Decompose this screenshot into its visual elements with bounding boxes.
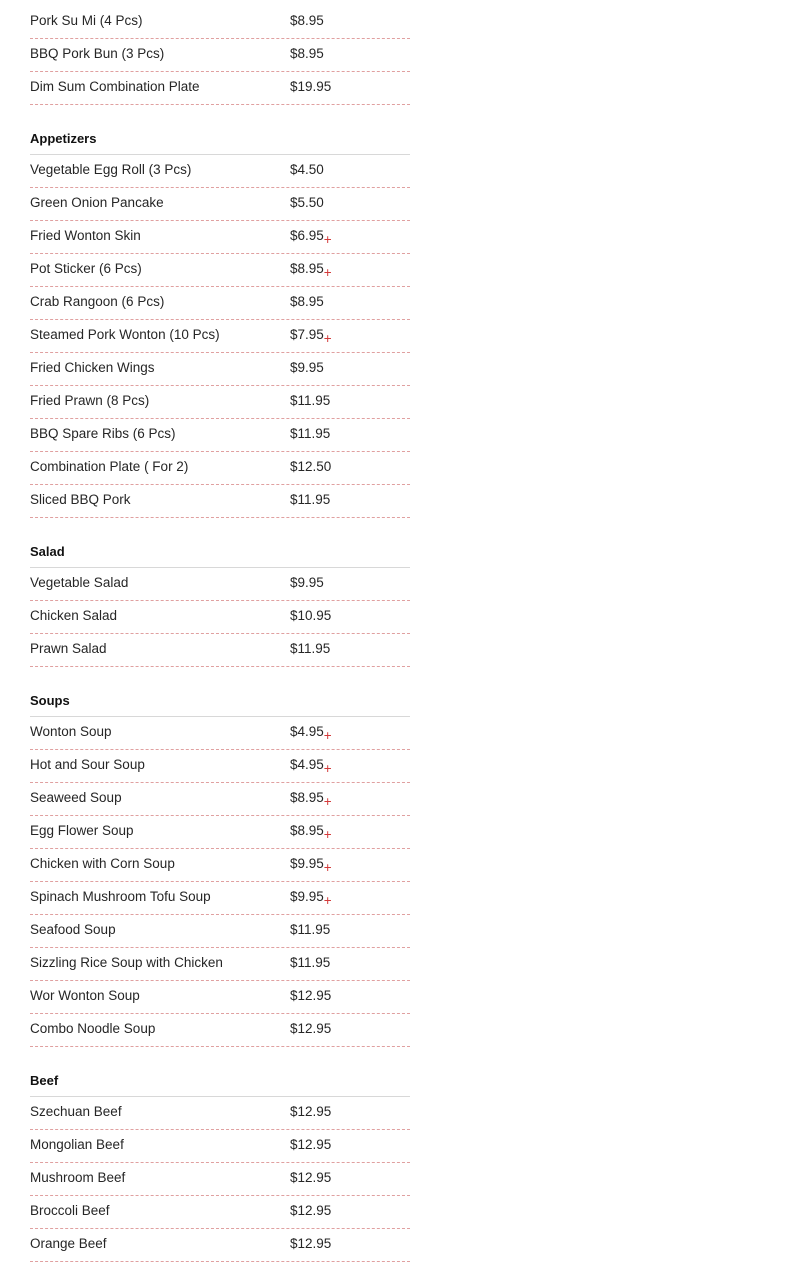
menu-item-name: Hot and Sour Soup [30, 757, 145, 772]
menu-item-row[interactable] [30, 386, 410, 419]
menu-item-row[interactable] [30, 1097, 410, 1130]
menu-item-name: Green Onion Pancake [30, 195, 164, 210]
menu-section [30, 518, 410, 667]
menu-item-name: Fried Chicken Wings [30, 360, 155, 375]
menu-item-price: $12.95 [290, 1104, 332, 1119]
menu-item-name: Mongolian Beef [30, 1137, 124, 1152]
menu-sections [30, 6, 410, 1262]
menu-item-name: Prawn Salad [30, 641, 107, 656]
menu-item-row[interactable] [30, 981, 410, 1014]
menu-item-name: BBQ Spare Ribs (6 Pcs) [30, 426, 176, 441]
menu-item-price-cell [290, 1163, 410, 1185]
menu-item-name: Szechuan Beef [30, 1104, 122, 1119]
menu-item-name: Combo Noodle Soup [30, 1021, 156, 1036]
menu-item-name: Spinach Mushroom Tofu Soup [30, 889, 211, 904]
menu-item-name: Broccoli Beef [30, 1203, 110, 1218]
price-plus-marker: + [323, 728, 332, 743]
menu-item-price: $9.95 [290, 889, 324, 904]
price-plus-marker: + [323, 232, 332, 247]
price-plus-marker: + [323, 893, 332, 908]
menu-item-row[interactable] [30, 485, 410, 518]
menu-item-name: Dim Sum Combination Plate [30, 79, 200, 94]
menu-item-name: Chicken with Corn Soup [30, 856, 175, 871]
section-spacer [30, 518, 410, 530]
menu-item-price: $8.95 [290, 46, 324, 61]
menu-item-price: $9.95 [290, 575, 324, 590]
menu-item-row[interactable] [30, 188, 410, 221]
section-spacer [30, 1047, 410, 1059]
menu-item-price-cell [290, 1097, 410, 1119]
menu-item-price-cell [290, 1130, 410, 1152]
menu-section [30, 105, 410, 518]
menu-item-name: Steamed Pork Wonton (10 Pcs) [30, 327, 220, 342]
menu-item-price: $12.95 [290, 1021, 332, 1036]
menu-item-price-cell [290, 386, 410, 408]
price-plus-marker: + [323, 794, 332, 809]
menu-item-price: $8.95 [290, 790, 324, 805]
section-heading: Appetizers [30, 117, 410, 155]
menu-item-row[interactable] [30, 750, 410, 783]
menu-item-name: Combination Plate ( For 2) [30, 459, 189, 474]
menu-item-price-cell [290, 816, 410, 842]
menu-item-price-cell [290, 485, 410, 507]
section-heading: Soups [30, 679, 410, 717]
menu-item-price: $12.95 [290, 1137, 332, 1152]
menu-item-row[interactable] [30, 452, 410, 485]
menu-item-price: $12.95 [290, 1203, 332, 1218]
menu-item-row[interactable] [30, 6, 410, 39]
menu-item-row[interactable] [30, 39, 410, 72]
menu-item-name: Vegetable Salad [30, 575, 129, 590]
menu-item-price: $11.95 [290, 492, 331, 507]
menu-item-price-cell [290, 981, 410, 1003]
menu-item-price: $9.95 [290, 856, 324, 871]
menu-item-price-cell [290, 452, 410, 474]
menu-item-row[interactable] [30, 1130, 410, 1163]
menu-item-row[interactable] [30, 1229, 410, 1262]
menu-item-price: $4.95 [290, 757, 324, 772]
menu-item-price-cell [290, 1229, 410, 1251]
menu-item-price-cell [290, 353, 410, 375]
menu-item-price: $11.95 [290, 641, 331, 656]
menu-item-row[interactable] [30, 353, 410, 386]
menu-item-price: $6.95 [290, 228, 324, 243]
menu-item-price-cell [290, 634, 410, 656]
menu-item-row[interactable] [30, 254, 410, 287]
menu-item-price: $4.95 [290, 724, 324, 739]
menu-item-price: $8.95 [290, 13, 324, 28]
menu-item-price: $11.95 [290, 426, 331, 441]
price-plus-marker: + [323, 265, 332, 280]
menu-item-price: $11.95 [290, 922, 331, 937]
menu-item-price-cell [290, 568, 410, 590]
menu-item-row[interactable] [30, 948, 410, 981]
menu-item-price-cell [290, 39, 410, 61]
menu-item-price-cell [290, 188, 410, 210]
menu-item-row[interactable] [30, 419, 410, 452]
menu-item-price: $19.95 [290, 79, 332, 94]
menu-item-price-cell [290, 419, 410, 441]
menu-item-row[interactable] [30, 72, 410, 105]
section-heading: Salad [30, 530, 410, 568]
menu-item-row[interactable] [30, 634, 410, 667]
menu-item-name: Pot Sticker (6 Pcs) [30, 261, 142, 276]
price-plus-marker: + [323, 761, 332, 776]
menu-item-price-cell [290, 287, 410, 309]
menu-item-row[interactable] [30, 1014, 410, 1047]
menu-item-row[interactable] [30, 287, 410, 320]
price-plus-marker: + [323, 331, 332, 346]
menu-item-name: Fried Wonton Skin [30, 228, 141, 243]
menu-item-price-cell [290, 948, 410, 970]
menu-item-price: $8.95 [290, 294, 324, 309]
menu-item-price: $12.95 [290, 988, 332, 1003]
menu-item-row[interactable] [30, 568, 410, 601]
section-spacer [30, 667, 410, 679]
menu-item-price-cell [290, 320, 410, 346]
menu-item-price: $12.95 [290, 1236, 332, 1251]
menu-item-name: Orange Beef [30, 1236, 107, 1251]
menu-item-price: $8.95 [290, 261, 324, 276]
menu-item-price: $7.95 [290, 327, 324, 342]
menu-item-row[interactable] [30, 320, 410, 353]
menu-item-price: $9.95 [290, 360, 324, 375]
menu-item-name: Pork Su Mi (4 Pcs) [30, 13, 143, 28]
menu-item-row[interactable] [30, 915, 410, 948]
menu-item-price-cell [290, 717, 410, 743]
menu-item-price-cell [290, 72, 410, 94]
menu-item-name: Chicken Salad [30, 608, 118, 623]
menu-item-row[interactable] [30, 849, 410, 882]
menu-item-price-cell [290, 750, 410, 776]
menu-item-price-cell [290, 221, 410, 247]
menu-item-price-cell [290, 882, 410, 908]
menu-item-price: $12.95 [290, 1170, 332, 1185]
menu-item-row[interactable] [30, 221, 410, 254]
menu-item-name: Sizzling Rice Soup with Chicken [30, 955, 223, 970]
menu-item-price: $10.95 [290, 608, 332, 623]
menu-item-price-cell [290, 601, 410, 623]
menu-item-price: $11.95 [290, 955, 331, 970]
menu-item-row[interactable] [30, 816, 410, 849]
menu-item-row[interactable] [30, 155, 410, 188]
menu-item-price-cell [290, 849, 410, 875]
menu-item-name: Fried Prawn (8 Pcs) [30, 393, 150, 408]
menu-item-name: Mushroom Beef [30, 1170, 126, 1185]
menu-item-price-cell [290, 1014, 410, 1036]
menu-item-price-cell [290, 915, 410, 937]
menu-item-row[interactable] [30, 1163, 410, 1196]
menu-item-row[interactable] [30, 1196, 410, 1229]
menu-item-price: $5.50 [290, 195, 324, 210]
menu-item-price-cell [290, 6, 410, 28]
menu-section [30, 6, 410, 105]
menu-item-name: Wor Wonton Soup [30, 988, 140, 1003]
section-heading: Beef [30, 1059, 410, 1097]
menu-item-name: Seafood Soup [30, 922, 116, 937]
menu-section [30, 1047, 410, 1262]
menu-item-name: Seaweed Soup [30, 790, 122, 805]
section-spacer [30, 105, 410, 117]
price-plus-marker: + [323, 827, 332, 842]
menu-item-name: Sliced BBQ Pork [30, 492, 131, 507]
price-plus-marker: + [323, 860, 332, 875]
menu-section [30, 667, 410, 1047]
menu-item-row[interactable] [30, 783, 410, 816]
menu-item-price-cell [290, 254, 410, 280]
menu-item-row[interactable] [30, 882, 410, 915]
menu-item-price: $8.95 [290, 823, 324, 838]
menu-item-name: Crab Rangoon (6 Pcs) [30, 294, 165, 309]
menu-item-price-cell [290, 155, 410, 177]
menu-item-name: Wonton Soup [30, 724, 112, 739]
menu-item-price-cell [290, 1196, 410, 1218]
menu-item-price-cell [290, 783, 410, 809]
menu-item-price: $11.95 [290, 393, 331, 408]
menu-item-row[interactable] [30, 717, 410, 750]
menu-item-price: $4.50 [290, 162, 324, 177]
menu-item-name: Vegetable Egg Roll (3 Pcs) [30, 162, 192, 177]
menu-item-name: Egg Flower Soup [30, 823, 134, 838]
menu-item-price: $12.50 [290, 459, 332, 474]
menu-item-name: BBQ Pork Bun (3 Pcs) [30, 46, 165, 61]
menu-item-row[interactable] [30, 601, 410, 634]
